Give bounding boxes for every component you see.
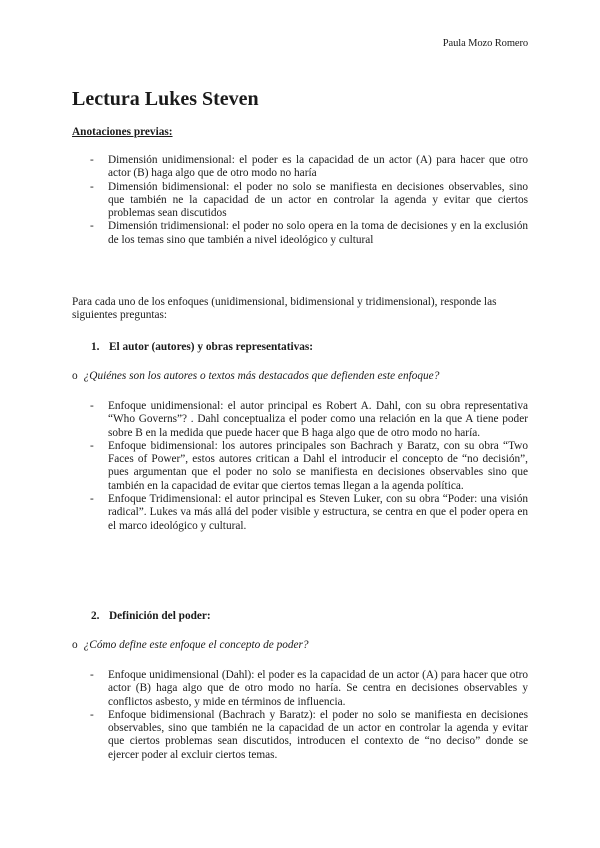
anotaciones-heading: Anotaciones previas:: [72, 126, 173, 138]
question-bullet: o: [72, 370, 78, 382]
list-item: - Dimensión bidimensional: el poder no solo se manifiesta en decisiones observables, sino que también ne la capacidad de un actor en controlar la agenda y evitar que ciertos problemas sean discutidos: [72, 181, 528, 221]
section-1-question-text: ¿Quiénes son los autores o textos más destacados que defienden este enfoque?: [83, 370, 440, 382]
section-2-list: [72, 669, 528, 762]
section-2-heading: [91, 610, 211, 622]
list-item: - Dimensión tridimensional: el poder no solo opera en la toma de decisiones y en la exclusión de los temas sino que también a nivel ideológico y cultural: [72, 220, 528, 247]
section-2-title: Definición del poder:: [109, 610, 211, 622]
anotaciones-list: [72, 154, 528, 247]
section-2-question: [72, 639, 309, 651]
list-item: - Enfoque unidimensional (Dahl): el poder es la capacidad de un actor (A) para hacer que otro actor (B) haga algo que de otro modo no haría. Se centra en decisiones observables y conflictos asbesto, y mide en términos de influencia.: [72, 669, 528, 709]
section-1-list: [72, 400, 528, 533]
list-item: - Dimensión unidimensional: el poder es la capacidad de un actor (A) para hacer que otro actor (B) haga algo que de otro modo no haría: [72, 154, 528, 181]
section-2-question-text: ¿Cómo define este enfoque el concepto de poder?: [83, 639, 309, 651]
list-item: - Enfoque bidimensional: los autores principales son Bachrach y Baratz, con su obra “Two Faces of Power”, estos autores critican a Dahl el introducir el concepto de “no decisión”, pues argumentan que el poder no solo se manifiesta en decisiones observables sino que también en la capacidad de evitar que ciertos temas llegan a la agenda política.: [72, 440, 528, 493]
list-item: - Enfoque unidimensional: el autor principal es Robert A. Dahl, con su obra representativa “Who Governs”? . Dahl conceptualiza el poder como una relación en la que A tiene poder sobre B en la medida que puede hacer que B haga algo que de otro modo no haría.: [72, 400, 528, 440]
section-1-question: [72, 370, 439, 382]
section-1-heading: [91, 341, 313, 353]
header-author: Paula Mozo Romero: [442, 38, 528, 49]
list-item: - Enfoque bidimensional (Bachrach y Baratz): el poder no solo se manifiesta en decisiones observables, sino que también ne la capacidad de un actor en controlar la agenda y evitar que ciertos problemas sean discutidos, introducen el contexto de “no deciso” donde se ejercer poder al excluir ciertos temas.: [72, 709, 528, 762]
question-bullet: o: [72, 639, 78, 651]
section-1-number: 1.: [91, 341, 100, 353]
intro-paragraph: Para cada uno de los enfoques (unidimensional, bidimensional y tridimensional), responde las siguientes preguntas:: [72, 296, 497, 322]
section-1-title: El autor (autores) y obras representativas:: [109, 341, 314, 353]
list-item: - Enfoque Tridimensional: el autor principal es Steven Luker, con su obra “Poder: una visión radical”. Lukes va más allá del poder visible y estructura, se centra en que el poder opera en el marco ideológico y cultural.: [72, 493, 528, 533]
document-title: Lectura Lukes Steven: [72, 88, 259, 110]
section-2-number: 2.: [91, 610, 100, 622]
